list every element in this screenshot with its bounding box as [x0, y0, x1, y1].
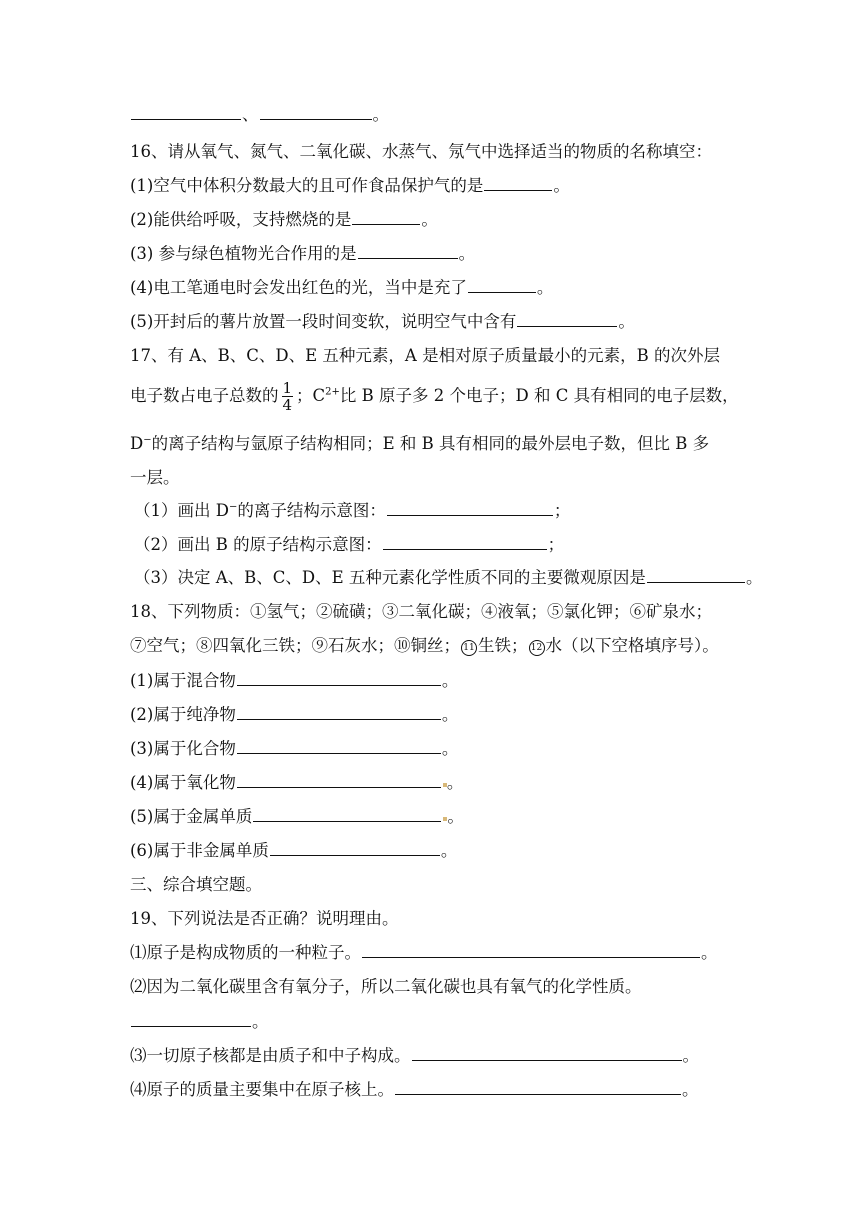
- answer-blank[interactable]: [383, 534, 547, 550]
- answer-blank[interactable]: [237, 670, 441, 686]
- answer-blank[interactable]: [517, 311, 617, 327]
- answer-blank[interactable]: [358, 243, 458, 259]
- q16-item-2: (2)能供给呼吸，支持燃烧的是 。: [130, 210, 438, 229]
- q17-stem-line-2: 电子数占电子总数的 $\frac{1}{4}$ ；$C^{2+}$比 B 原子多 2 个电子；D 和 C 具有相同的电子层数，: [130, 379, 739, 414]
- answer-blank[interactable]: [237, 772, 441, 788]
- q17-item-1: （1）画出 D−的离子结构示意图： ；: [134, 501, 571, 520]
- answer-blank[interactable]: [260, 104, 372, 120]
- answer-blank[interactable]: [253, 806, 441, 822]
- q18-item-4: (4)属于氧化物 。: [130, 773, 464, 792]
- answer-blank[interactable]: [131, 1011, 251, 1027]
- q18-item-2: (2)属于纯净物 。: [130, 705, 459, 724]
- answer-blank[interactable]: [395, 1079, 681, 1095]
- answer-blank[interactable]: [387, 500, 553, 516]
- answer-blank[interactable]: [412, 1045, 682, 1061]
- answer-blank[interactable]: [237, 704, 441, 720]
- q18-stem-line-2: ⑦空气；⑧四氧化三铁；⑨石灰水；⑩铜丝； 11 生铁； 12 水（以下空格填序号）。: [130, 636, 719, 655]
- q19-item-4: ⑷原子的质量主要集中在原子核上。 。: [130, 1080, 699, 1099]
- q17-item-3: （3）决定 A、B、C、D、E 五种元素化学性质不同的主要微观原因是 。: [134, 568, 763, 587]
- answer-blank[interactable]: [362, 942, 700, 958]
- q19-item-3: ⑶一切原子核都是由质子和中子构成。 。: [130, 1046, 699, 1065]
- fraction-one-quarter: $\frac{1}{4}$: [282, 379, 293, 414]
- answer-blank[interactable]: [131, 104, 241, 120]
- q18-item-3: (3)属于化合物 。: [130, 739, 459, 758]
- q18-item-5: (5)属于金属单质 。: [130, 807, 464, 826]
- q16-item-3: (3) 参与绿色植物光合作用的是 。: [130, 244, 476, 263]
- answer-blank[interactable]: [647, 567, 745, 583]
- q17-stem-line-1: 17、有 A、B、C、D、E 五种元素，A 是相对原子质量最小的元素，B 的次外层: [130, 346, 720, 365]
- section-3-heading: 三、综合填空题。: [130, 875, 262, 894]
- q16-item-5: (5)开封后的薯片放置一段时间变软，说明空气中含有 。: [130, 312, 635, 331]
- q15-answer-line: 、 。: [130, 104, 389, 126]
- q17-stem-line-3: D−的离子结构与氩原子结构相同；E 和 B 具有相同的最外层电子数，但比 B 多: [130, 434, 710, 453]
- q17-item-2: （2）画出 B 的原子结构示意图： ；: [134, 535, 565, 554]
- answer-blank[interactable]: [352, 209, 420, 225]
- q16-item-4: (4)电工笔通电时会发出红色的光，当中是充了 。: [130, 278, 554, 297]
- q19-stem: 19、下列说法是否正确？说明理由。: [130, 909, 399, 928]
- q18-item-6: (6)属于非金属单质 。: [130, 841, 458, 860]
- q16-stem: 16、请从氧气、氮气、二氧化碳、水蒸气、氖气中选择适当的物质的名称填空：: [130, 142, 712, 161]
- q18-item-1: (1)属于混合物 。: [130, 671, 459, 690]
- answer-blank[interactable]: [237, 738, 441, 754]
- answer-blank[interactable]: [270, 840, 440, 856]
- q16-item-1: (1)空气中体积分数最大的且可作食品保护气的是 。: [130, 176, 570, 195]
- circled-number-12: 12: [529, 640, 545, 656]
- q17-stem-line-4: 一层。: [130, 468, 180, 487]
- q19-item-2: ⑵因为二氧化碳里含有氧分子，所以二氧化碳也具有氧气的化学性质。: [130, 977, 642, 996]
- q18-stem-line-1: 18、下列物质：①氢气；②硫磺；③二氧化碳；④液氧；⑤氯化钾；⑥矿泉水；: [130, 602, 712, 621]
- q19-item-2-answer: 。: [130, 1011, 269, 1033]
- answer-blank[interactable]: [484, 175, 552, 191]
- circled-number-11: 11: [461, 640, 477, 656]
- answer-blank[interactable]: [468, 277, 536, 293]
- q19-item-1: ⑴原子是构成物质的一种粒子。 。: [130, 943, 718, 962]
